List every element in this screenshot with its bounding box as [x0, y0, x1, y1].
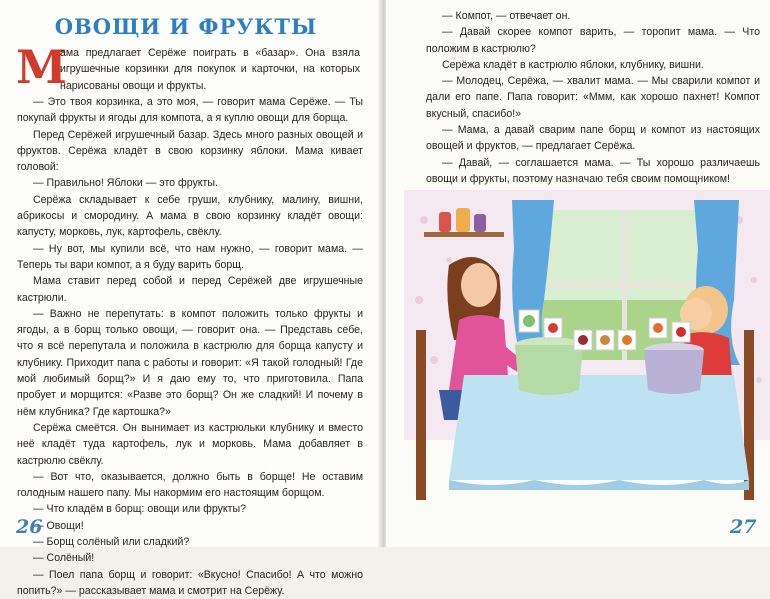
- paragraph: — Компот, — отвечает он.: [442, 10, 571, 22]
- paragraph: — Ну вот, мы купили всё, что нам нужно, — говорит мама. — Теперь ты вари компот, а я буду варить борщ.: [17, 242, 363, 271]
- paragraph: — Давай, — соглашается мама. — Ты хорошо различаешь овощи и фрукты, поэтому назначаю тебя своим помощником!: [426, 156, 760, 185]
- paragraph: — Мама, а давай сварим папе борщ и компот из настоящих овощей и фруктов, — предлагает Серёжа.: [426, 124, 760, 153]
- first-paragraph: ама предлагает Серёже поиграть в «базар». Она взяла игрушечные корзинки для покупок и карточки, на которых нарисованы овощи и фрукты.: [60, 47, 360, 92]
- page-number-left: 26: [16, 516, 43, 538]
- window-frame: [524, 282, 724, 287]
- paragraph: — Молодец, Серёжа, — хвалит мама. — Мы сварили компот и дали его папе. Папа говорит: «Ммм, как хорошо пахнет! Компот вкусный, спасибо!»: [426, 75, 760, 120]
- pot-right: [644, 343, 704, 394]
- jar: [474, 214, 486, 232]
- paragraph: — Это твоя корзинка, а это моя, — говорит мама Серёже. — Ты покупай фрукты и ягоды для компота, а я куплю овощи для борща.: [17, 96, 363, 125]
- jar: [456, 208, 470, 232]
- paragraph: — Вот что, оказывается, должно быть в борще! Не оставим голодным нашего папу. Мы накормим его настоящим борщом.: [17, 470, 363, 500]
- shelf: [424, 232, 504, 237]
- page-title: ОВОЩИ И ФРУКТЫ: [54, 14, 318, 39]
- table: [449, 375, 749, 480]
- paragraph: — Важно не перепутать: в компот положить только фрукты и ягоды, а в борщ только овощи, — говорит она. — Представь себе, что я всё перепутала и положила в кастрюлю для борща капусту и клубнику. Приходит папа с работы и говорит: «Я такой голодный! Где мой любимый борщ?» И я даю ему то, что приготовила. Папа пробует и морщится: «Разве это борщ? Он же сладкий! И почему в нём клубника? Где картошка?»: [17, 307, 363, 418]
- paragraph: Серёжа кладёт в кастрюлю яблоки, клубнику, вишни.: [442, 58, 704, 71]
- right-body-text: [426, 8, 760, 204]
- paragraph: Мама ставит перед собой и перед Серёжей две игрушечные кастрюли.: [17, 275, 363, 304]
- page-number-right: 27: [730, 516, 757, 538]
- paragraph: — Давай скорее компот варить, — торопит мама. — Что положим в кастрюлю?: [426, 26, 760, 55]
- pot-left: [515, 337, 583, 395]
- paragraph: Перед Серёжей игрушечный базар. Здесь много разных овощей и фруктов. Серёжа кладёт в свою корзинку яблоки. Мама кивает головой:: [17, 128, 363, 174]
- paragraph: Серёжа складывает к себе груши, клубнику, малину, вишни, абрикосы и смородину. А мама в свою корзинку кладёт овощи: капусту, морковь, лук, картофель, свёклу.: [17, 193, 363, 239]
- paragraph: — Что кладём в борщ: овощи или фрукты?: [33, 503, 247, 516]
- kitchen-illustration: [404, 190, 770, 510]
- left-page: [0, 0, 380, 597]
- paragraph: — Солёный!: [33, 552, 95, 565]
- paragraph: Серёжа смеётся. Он вынимает из кастрюльки клубнику и вместо неё кладёт туда картофель, лук и морковь. Мама добавляет в кастрюлю свёклу.: [17, 421, 363, 467]
- paragraph: — Правильно! Яблоки — это фрукты.: [33, 177, 218, 190]
- left-body-text: [17, 94, 363, 599]
- chair-left: [416, 330, 426, 500]
- paragraph: — Борщ солёный или сладкий?: [33, 536, 190, 549]
- paragraph: — Поел папа борщ и говорит: «Вкусно! Спасибо! А что можно попить?» — рассказывает мама и смотрит на Серёжу.: [17, 568, 363, 597]
- tablecloth-edge: [449, 480, 749, 490]
- jar: [439, 212, 451, 232]
- drop-cap: М: [16, 40, 67, 94]
- paragraph: — Овощи!: [33, 519, 84, 532]
